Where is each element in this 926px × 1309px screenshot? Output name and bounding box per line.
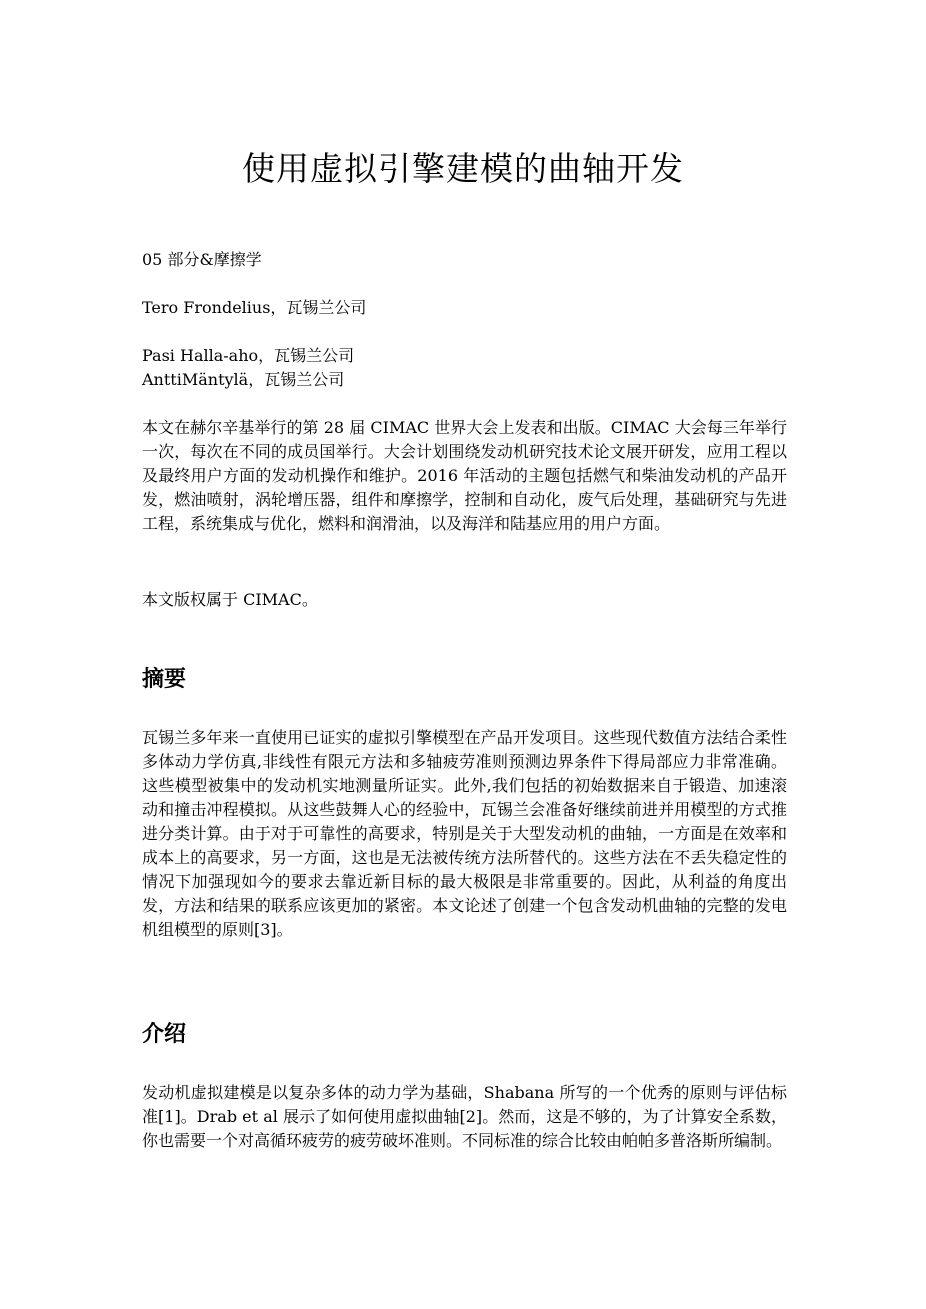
author-line-2: Pasi Halla-aho，瓦锡兰公司 [142, 346, 355, 365]
intro-note-paragraph: 本文在赫尔辛基举行的第 28 届 CIMAC 世界大会上发表和出版。CIMAC 大会每三年举行一次，每次在不同的成员国举行。大会计划围绕发动机研究技术论文展开研发，应用工程以及最终用户方面的发动机操作和维护。2016 年活动的主题包括燃气和柴油发动机的产品开发，燃油喷射，涡轮增压器，组件和摩擦学，控制和自动化，废气后处理，基础研究与先进工程，系统集成与优化，燃料和润滑油，以及海洋和陆基应用的用户方面。 [142, 418, 787, 533]
author-line-1: Tero Frondelius，瓦锡兰公司 [142, 298, 367, 317]
introduction-heading: 介绍 [142, 1022, 187, 1047]
introduction-paragraph: 发动机虚拟建模是以复杂多体的动力学为基础，Shabana 所写的一个优秀的原则与评估标准[1]。Drab et al 展示了如何使用虚拟曲轴[2]。然而，这是不够的，为了计算安全系数，你也需要一个对高循环疲劳的疲劳破坏准则。不同标准的综合比较由帕帕多普洛斯所编制。 [142, 1083, 787, 1150]
author-line-3: AnttiMäntylä，瓦锡兰公司 [142, 370, 345, 389]
section-label: 05 部分&摩擦学 [142, 250, 262, 269]
abstract-heading: 摘要 [142, 667, 187, 692]
document-title: 使用虚拟引擎建模的曲轴开发 [242, 149, 684, 188]
copyright-line: 本文版权属于 CIMAC。 [142, 590, 318, 609]
abstract-paragraph: 瓦锡兰多年来一直使用已证实的虚拟引擎模型在产品开发项目。这些现代数值方法结合柔性多体动力学仿真,非线性有限元方法和多轴疲劳准则预测边界条件下得局部应力非常准确。这些模型被集中的发动机实地测量所证实。此外,我们包括的初始数据来自于锻造、加速滚动和撞击冲程模拟。从这些鼓舞人心的经验中，瓦锡兰会准备好继续前进并用模型的方式推进分类计算。由于对于可靠性的高要求，特别是关于大型发动机的曲轴，一方面是在效率和成本上的高要求，另一方面，这也是无法被传统方法所替代的。这些方法在不丢失稳定性的情况下加强现如今的要求去靠近新目标的最大极限是非常重要的。因此，从利益的角度出发，方法和结果的联系应该更加的紧密。本文论述了创建一个包含发动机曲轴的完整的发电机组模型的原则[3]。 [142, 728, 787, 939]
